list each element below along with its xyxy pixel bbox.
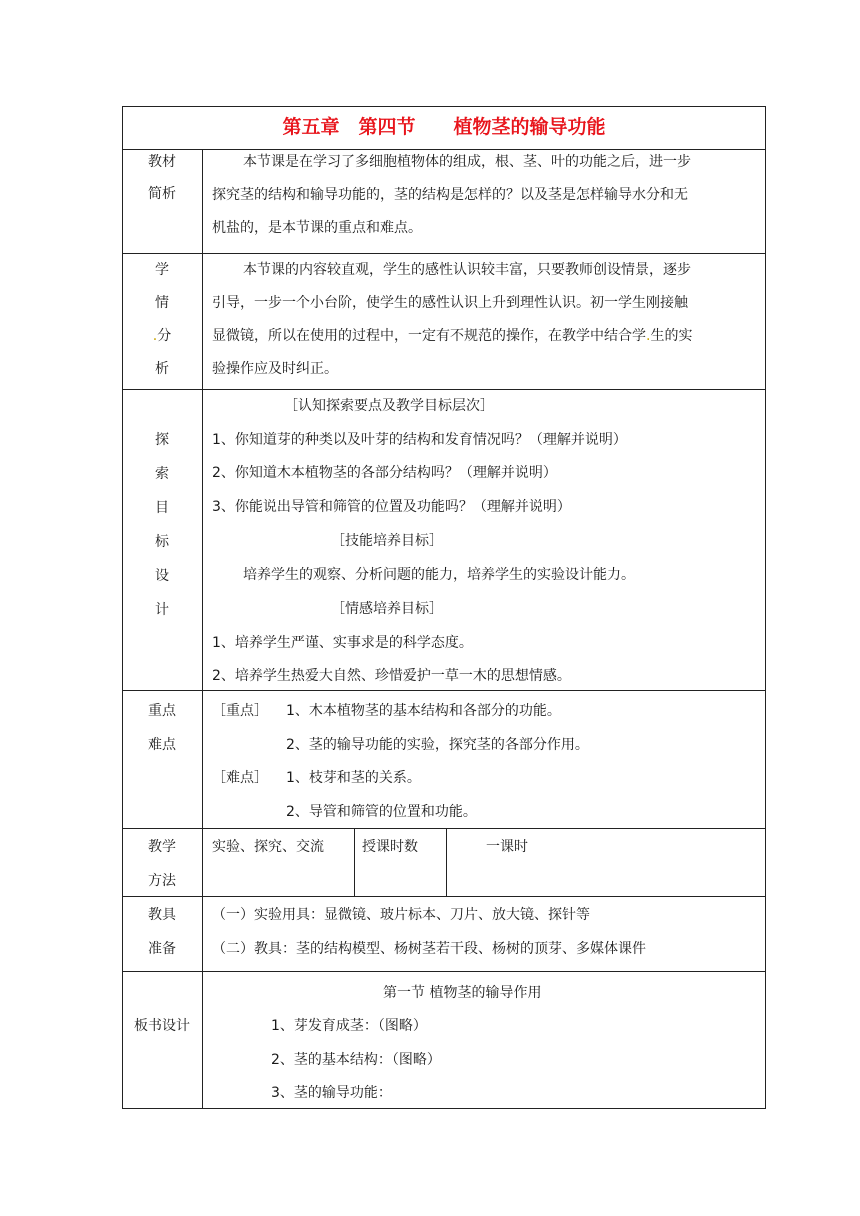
label-line: 方法 — [148, 873, 176, 889]
page-title: 第五章 第四节 植物茎的输导功能 — [282, 116, 606, 138]
text-line: 探究茎的结构和输导功能的，茎的结构是怎样的？以及茎是怎样输导水分和无 — [212, 187, 688, 203]
row-divider — [122, 690, 766, 691]
difficulty-tag: ［难点］ — [212, 770, 268, 786]
text-line: 本节课是在学习了多细胞植物体的组成，根、茎、叶的功能之后，进一步 — [243, 154, 691, 170]
label-line: 重点 — [148, 703, 176, 719]
decorative-dot: . — [152, 328, 158, 344]
text-line — [212, 326, 692, 346]
row-divider — [122, 253, 766, 254]
label-line: 情 — [155, 295, 169, 311]
text-line: 本节课的内容较直观，学生的感性认识较丰富，只要教师创设情景，逐步 — [243, 262, 691, 278]
row-label-banshu: 板书设计 — [134, 1018, 190, 1034]
list-item: 3、你能说出导管和筛管的位置及功能吗？（理解并说明） — [212, 499, 571, 515]
list-item: 1、培养学生严谨、实事求是的科学态度。 — [212, 635, 473, 651]
list-item: 2、你知道木本植物茎的各部分结构吗？（理解并说明） — [212, 465, 557, 481]
text-line: 引导，一步一个小台阶，使学生的感性认识上升到理性认识。初一学生刚接触 — [212, 295, 688, 311]
label-line: 教材 — [148, 154, 176, 170]
label-column-divider — [202, 149, 203, 1109]
table-border-bottom — [122, 1108, 766, 1109]
list-item: 2、培养学生热爱大自然、珍惜爱护一草一木的思想情感。 — [212, 668, 571, 684]
label-line: 教具 — [148, 907, 176, 923]
table-border-top — [122, 106, 766, 107]
label-line: 难点 — [148, 737, 176, 753]
label-line: 分 — [157, 328, 172, 344]
board-item: 2、茎的基本结构：（图略） — [271, 1052, 441, 1068]
list-item: 1、木本植物茎的基本结构和各部分的功能。 — [286, 703, 561, 719]
board-item: 1、芽发育成茎：（图略） — [271, 1018, 427, 1034]
row-divider — [122, 828, 766, 829]
label-line: 设 — [155, 568, 169, 584]
class-hours-value: 一课时 — [486, 839, 528, 855]
decorative-dot: . — [646, 328, 651, 344]
row-divider — [122, 149, 766, 150]
hours-cell-divider — [446, 828, 447, 896]
label-line: 准备 — [148, 941, 176, 957]
row-label-fangfa — [122, 837, 202, 891]
board-item: 3、茎的输导功能： — [271, 1085, 392, 1101]
label-line: 计 — [155, 602, 169, 618]
row-divider — [122, 389, 766, 390]
text-line: 机盐的，是本节课的重点和难点。 — [212, 220, 422, 236]
list-item: 1、你知道芽的种类以及叶芽的结构和发育情况吗？（理解并说明） — [212, 432, 627, 448]
label-line: 教学 — [148, 839, 176, 855]
text-span: 显微镜，所以在使用的过程中，一定有不规范的操作，在教学中结合学 — [212, 328, 646, 344]
text-line: 验操作应及时纠正。 — [212, 361, 338, 377]
list-item: 2、导管和筛管的位置和功能。 — [286, 804, 477, 820]
label-line: 探 — [155, 432, 169, 448]
label-line: 学 — [155, 262, 169, 278]
label-line: 目 — [155, 500, 169, 516]
table-border-right — [765, 106, 766, 1109]
list-item: 1、枝芽和茎的关系。 — [286, 770, 421, 786]
label-line-with-dot — [122, 326, 202, 346]
label-line: 索 — [155, 466, 169, 482]
key-point-tag: ［重点］ — [212, 703, 268, 719]
text-span: 生的实 — [650, 328, 693, 344]
row-label-jiaocai — [122, 152, 202, 204]
row-divider — [122, 971, 766, 972]
label-line: 简析 — [148, 186, 176, 202]
row-label-jiaoju — [122, 905, 202, 959]
label-line: 析 — [155, 361, 169, 377]
section-heading: ［技能培养目标］ — [331, 533, 443, 549]
text-line: 培养学生的观察、分析问题的能力，培养学生的实验设计能力。 — [243, 567, 635, 583]
row-label-zhongdian — [122, 701, 202, 755]
text-line: （二）教具：茎的结构模型、杨树茎若干段、杨树的顶芽、多媒体课件 — [212, 941, 646, 957]
section-heading: ［情感培养目标］ — [331, 601, 443, 617]
list-item: 2、茎的输导功能的实验，探究茎的各部分作用。 — [286, 737, 589, 753]
method-cell-divider — [354, 828, 355, 896]
row-label-tansuo — [122, 430, 202, 620]
board-heading: 第一节 植物茎的输导作用 — [383, 985, 542, 1001]
label-line: 标 — [155, 534, 169, 550]
row-divider — [122, 896, 766, 897]
text-line: （一）实验用具：显微镜、玻片标本、刀片、放大镜、探针等 — [212, 907, 590, 923]
class-hours-label: 授课时数 — [362, 839, 418, 855]
section-heading: ［认知探索要点及教学目标层次］ — [284, 398, 494, 414]
teaching-method: 实验、探究、交流 — [212, 839, 324, 855]
row-label-xueqing — [122, 260, 202, 379]
